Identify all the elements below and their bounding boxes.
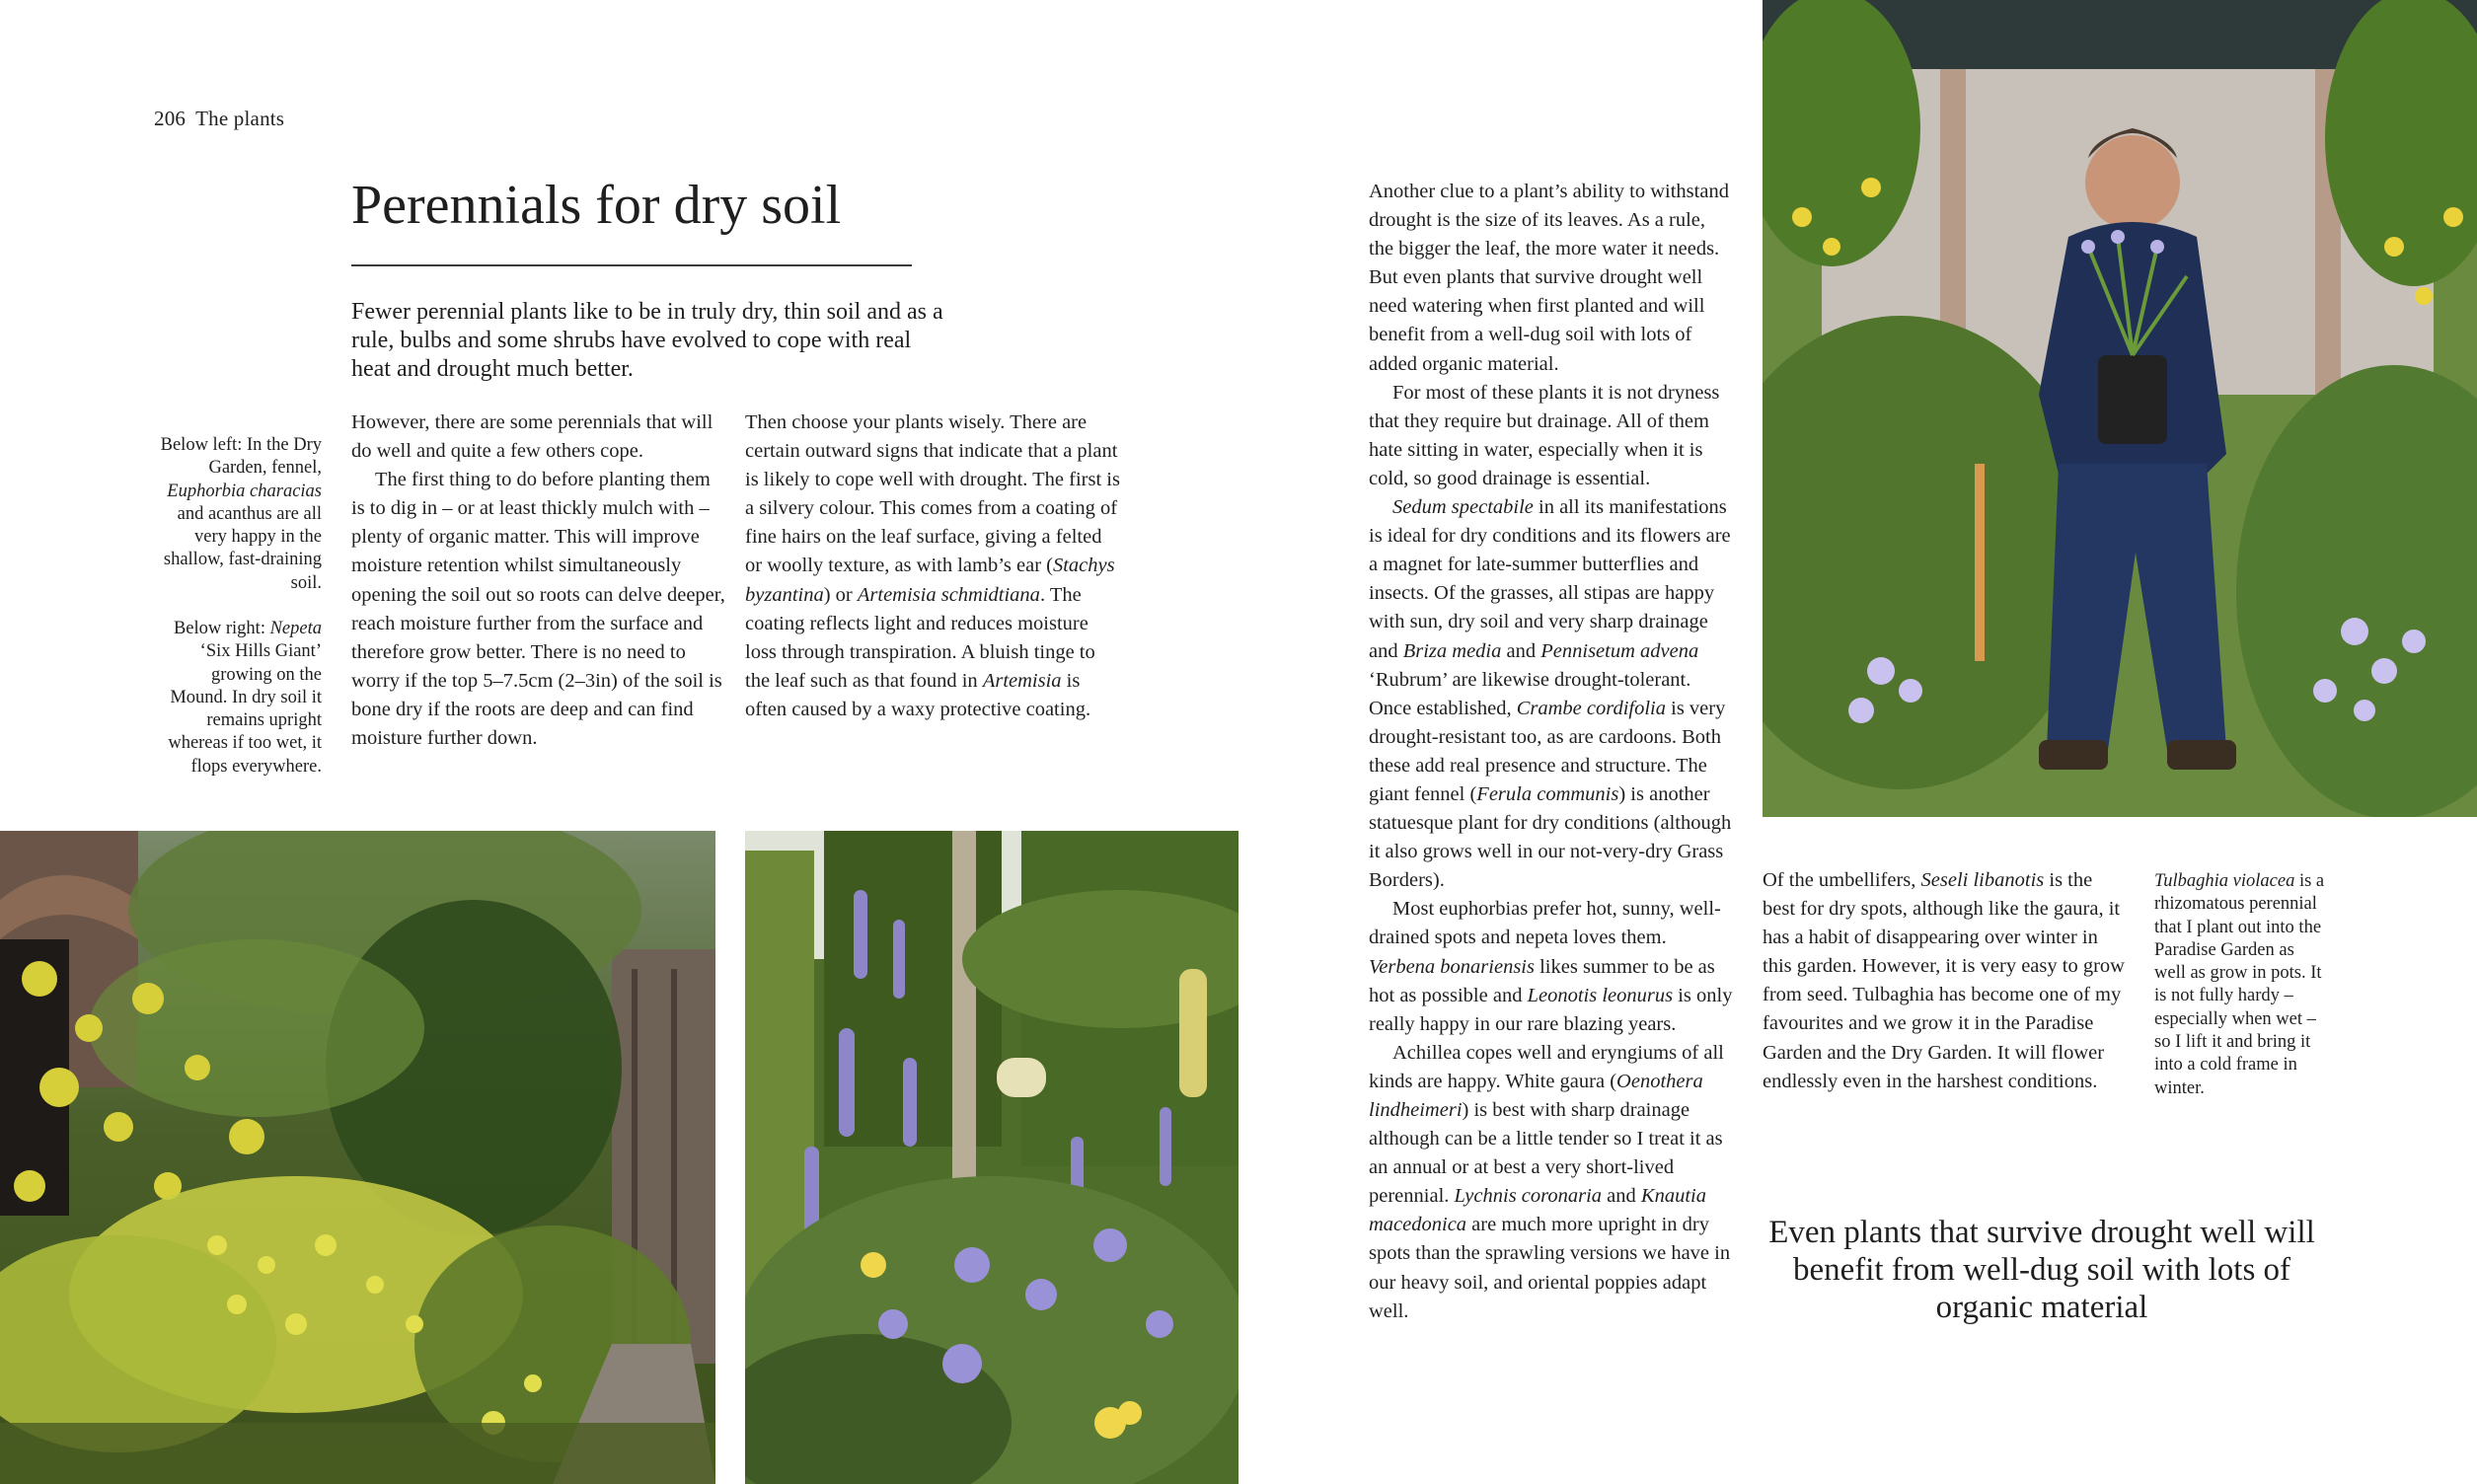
- plant-name: Artemisia: [982, 669, 1062, 692]
- text-run: Most euphorbias prefer hot, sunny, well-drained spots and nepeta loves them.: [1369, 898, 1721, 949]
- paragraph: [1369, 493, 1734, 895]
- plant-name: Oenothera lindheimeri: [1369, 1070, 1703, 1121]
- paragraph: [1369, 1039, 1734, 1326]
- text-run: is often caused by a waxy protective coating.: [745, 669, 1091, 720]
- paragraph: For most of these plants it is not dryness that they require but drainage. All of them hate sitting in water, especially when it is cold, so good drainage is essential.: [1369, 381, 1720, 489]
- plant-name: Lychnis coronaria: [1454, 1185, 1603, 1208]
- caption-text: ‘Six Hills Giant’ growing on the Mound. In dry soil it remains upright whereas if too wet, it flops everywhere.: [168, 641, 322, 777]
- body-column-1: [351, 408, 726, 753]
- body-column-4: [1763, 866, 2128, 1096]
- text-run: ) or: [823, 583, 858, 606]
- body-column-2: [745, 408, 1120, 724]
- gardener-holding-tulbaghia-photo: [1763, 0, 2477, 817]
- plant-name: Sedum spectabile: [1392, 496, 1534, 519]
- page-title: Perennials for dry soil: [351, 175, 842, 236]
- intro-paragraph: Fewer perennial plants like to be in truly dry, thin soil and as a rule, bulbs and some shrubs have evolved to cope with real heat and drought much better.: [351, 299, 943, 382]
- paragraph: The first thing to do before planting them is to dig in – or at least thickly mulch with – plenty of organic matter. This will improve moisture retention whilst simultaneously opening the soil out so roots can delve deeper, reach moisture further from the surface and therefore grow better. There is no need to worry if the top 5–7.5cm (2–3in) of the soil is bone dry if the roots are deep and can find moisture further down.: [351, 469, 725, 750]
- caption-below-left: [152, 434, 322, 595]
- text-run: . The coating reflects light and reduces moisture loss through transpiration. A bluish tinge to the leaf such as that found in: [745, 583, 1095, 692]
- page-number: 206: [154, 107, 187, 130]
- plant-name: Verbena bonariensis: [1369, 955, 1535, 978]
- text-run: Then choose your plants wisely. There are certain outward signs that indicate that a plant is likely to cope well with drought. The first is a silvery colour. This comes from a coating of fine hairs on the leaf surface, giving a felted or woolly texture, as with lamb’s ear (: [745, 411, 1120, 577]
- text-run: Of the umbellifers,: [1763, 869, 1921, 891]
- pull-quote: Even plants that survive drought well will benefit from well-dug soil with lots of organic material: [1768, 1215, 2315, 1325]
- caption-italic: Nepeta: [269, 619, 322, 638]
- caption-text: is a rhizomatous perennial that I plant out into the Paradise Garden as well as grow in pots. It is not fully hardy – especially when wet – so I lift it and bring it into a cold frame in winter.: [2154, 871, 2325, 1098]
- body-column-3: [1369, 178, 1734, 1326]
- text-run: is only really happy in our rare blazing years.: [1369, 984, 1733, 1035]
- text-run: ‘Rubrum’ are likewise drought-tolerant. Once established,: [1369, 668, 1691, 719]
- caption-text: Below right:: [173, 619, 270, 638]
- paragraph: [1369, 895, 1734, 1038]
- text-run: is the best for dry spots, although like the gaura, it has a habit of disappearing over winter in this garden. However, it is very easy to grow from seed. Tulbaghia has become one of my favourites and we grow it in the Paradise Garden and the Dry Garden. It will flower endlessly even in the harshest conditions.: [1763, 869, 2125, 1092]
- text-run: Achillea copes well and eryngiums of all kinds are happy. White gaura (: [1369, 1041, 1724, 1092]
- paragraph: However, there are some perennials that will do well and quite a few others cope.: [351, 411, 713, 463]
- page-folio: [154, 107, 284, 131]
- plant-name: Pennisetum advena: [1540, 639, 1699, 662]
- caption-italic: Euphorbia characias: [167, 481, 322, 501]
- plant-name: Leonotis leonurus: [1527, 984, 1674, 1006]
- nepeta-mound-photo: [745, 831, 1238, 1484]
- caption-tulbaghia: [2154, 870, 2328, 1100]
- caption-text: Below left: In the Dry Garden, fennel,: [160, 435, 322, 479]
- caption-below-right: [152, 618, 322, 779]
- plant-name: Ferula communis: [1476, 782, 1619, 805]
- text-run: and: [1602, 1185, 1641, 1208]
- text-run: likes summer to be as hot as possible and: [1369, 955, 1715, 1006]
- paragraph: [1763, 866, 2128, 1096]
- text-run: in all its manifestations is ideal for dry conditions and its flowers are a magnet for late-summer butterflies and insects. Of the grasses, all stipas are happy with sun, dry soil and very sharp drainage and: [1369, 496, 1731, 662]
- fennel-euphorbia-garden-photo: [0, 831, 715, 1484]
- caption-italic: Tulbaghia violacea: [2154, 871, 2295, 891]
- caption-text: and acanthus are all very happy in the shallow, fast-draining soil.: [163, 503, 322, 593]
- paragraph: [745, 408, 1120, 724]
- plant-name: Seseli libanotis: [1920, 869, 2045, 891]
- text-run: ) is best with sharp drainage although can be a little tender so I treat it as an annual or at best a very short-lived perennial.: [1369, 1099, 1723, 1208]
- plant-name: Briza media: [1402, 639, 1502, 662]
- plant-name: Crambe cordifolia: [1516, 697, 1666, 719]
- text-run: are much more upright in dry spots than the sprawling versions we have in our heavy soil, and oriental poppies adapt well.: [1369, 1214, 1731, 1322]
- plant-name: Knautia macedonica: [1369, 1185, 1706, 1236]
- plant-name: Artemisia schmidtiana: [857, 583, 1040, 606]
- title-rule: [351, 264, 912, 266]
- paragraph: Another clue to a plant’s ability to withstand drought is the size of its leaves. As a rule, the bigger the leaf, the more water it needs. But even plants that survive drought well need watering when first planted and will benefit from a well-dug soil with lots of added organic material.: [1369, 181, 1729, 375]
- text-run: ) is another statuesque plant for dry conditions (although it also grows well in our not-very-dry Grass Borders).: [1369, 782, 1732, 892]
- section-name: The plants: [195, 107, 285, 130]
- text-run: is very drought-resistant too, as are cardoons. Both these add real presence and structure. The giant fennel (: [1369, 697, 1726, 805]
- text-run: and: [1501, 639, 1541, 662]
- plant-name: Stachys byzantina: [745, 555, 1115, 606]
